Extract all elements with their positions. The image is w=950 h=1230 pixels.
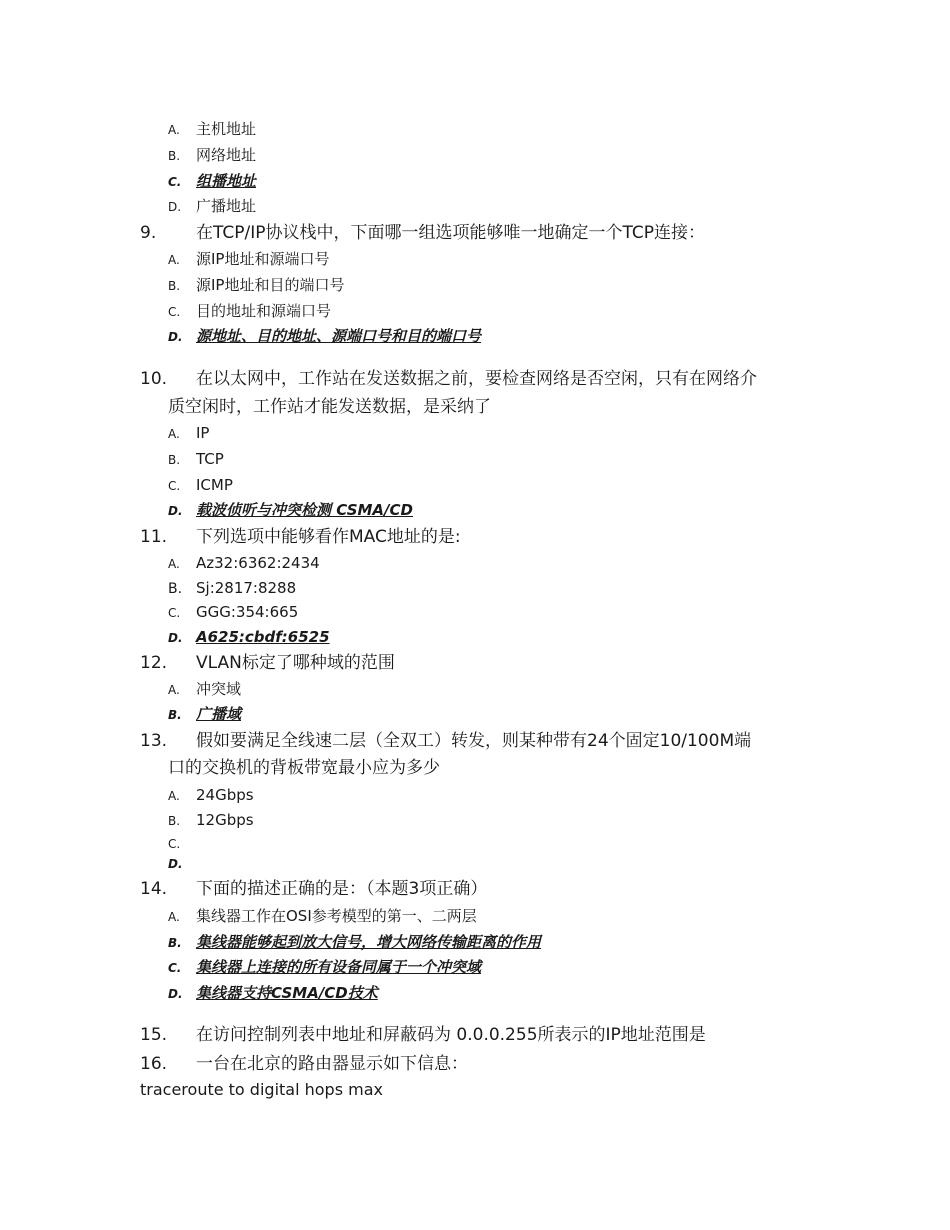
q9-option-d-answer: D. 源地址、目的地址、源端口号和目的端口号	[168, 327, 482, 345]
q14-option-b-answer: B. 集线器能够起到放大信号，增大网络传输距离的作用	[168, 933, 542, 951]
q10-option-a: A. IP	[168, 424, 210, 442]
q10-option-b: B. TCP	[168, 450, 224, 468]
q14-option-c-answer: C. 集线器上连接的所有设备同属于一个冲突域	[168, 958, 482, 976]
q12-option-a: A. 冲突域	[168, 680, 242, 698]
q10-question: 10. 在以太网中，工作站在发送数据之前，要检查网络是否空闲，只有在网络介	[140, 369, 757, 389]
q13-option-d: D.	[168, 857, 183, 871]
q11-option-d-answer: D. A625:cbdf:6525	[168, 628, 330, 646]
q14-option-a: A. 集线器工作在OSI参考模型的第一、二两层	[168, 907, 477, 925]
q13-option-c: C.	[168, 837, 181, 851]
q13-question-continued: 口的交换机的背板带宽最小应为多少	[168, 758, 440, 778]
q11-option-c: C. GGG:354:665	[168, 603, 299, 621]
q12-option-b-answer: B. 广播域	[168, 705, 242, 723]
q9-option-b: B. 源IP地址和目的端口号	[168, 276, 345, 294]
q10-option-d-answer: D. 载波侦听与冲突检测 CSMA/CD	[168, 501, 413, 519]
q14-question: 14. 下面的描述正确的是：（本题3项正确）	[140, 879, 488, 899]
q8-option-c-answer: C. 组播地址	[168, 172, 257, 190]
q9-question: 9. 在TCP/IP协议栈中，下面哪一组选项能够唯一地确定一个TCP连接：	[140, 223, 706, 243]
q10-option-c: C. ICMP	[168, 476, 233, 494]
q8-option-d: D. 广播地址	[168, 197, 257, 215]
q8-option-b: B. 网络地址	[168, 146, 257, 164]
q8-option-a: A. 主机地址	[168, 120, 257, 138]
q15-question: 15. 在访问控制列表中地址和屏蔽码为 0.0.0.255所表示的IP地址范围是	[140, 1025, 706, 1045]
q11-option-a: A. Az32:6362:2434	[168, 554, 320, 572]
q13-option-a: A. 24Gbps	[168, 786, 254, 804]
traceroute-line: traceroute to digital hops max	[140, 1080, 383, 1099]
q13-question: 13. 假如要满足全线速二层（全双工）转发，则某种带有24个固定10/100M端	[140, 731, 752, 751]
q11-option-b: B. Sj:2817:8288	[168, 579, 297, 597]
q12-question: 12. VLAN标定了哪种域的范围	[140, 653, 395, 673]
q9-option-c: C. 目的地址和源端口号	[168, 302, 332, 320]
q14-option-d-answer: D. 集线器支持CSMA/CD技术	[168, 984, 378, 1002]
q9-option-a: A. 源IP地址和源端口号	[168, 250, 330, 268]
q10-question-continued: 质空闲时，工作站才能发送数据，是采纳了	[168, 397, 491, 417]
q11-question: 11. 下列选项中能够看作MAC地址的是:	[140, 527, 461, 547]
q16-question: 16. 一台在北京的路由器显示如下信息：	[140, 1054, 468, 1074]
q13-option-b: B. 12Gbps	[168, 811, 254, 829]
